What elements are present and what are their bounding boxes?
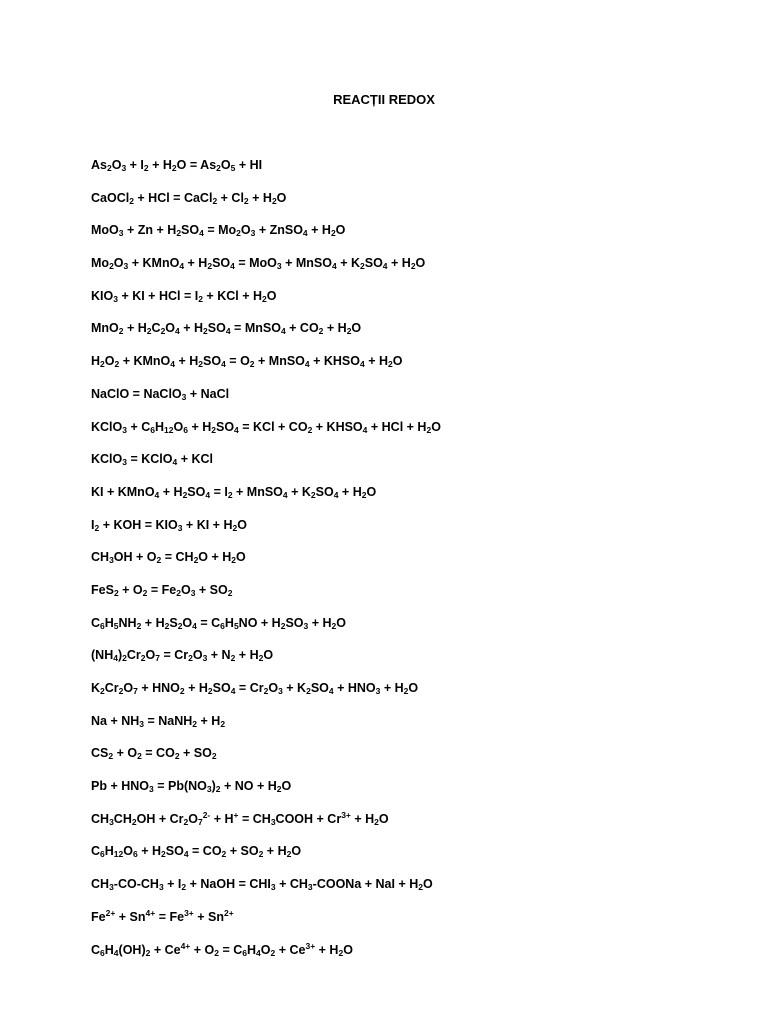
reaction-equation: $CH_3OH + O_2 = CH_2O + H_2O$ <box>91 550 246 566</box>
reaction-equation: $C_6H_5NH_2 + H_2S_2O_4 = C_6H_5NO + H_2SO_3 + H_2O$ <box>91 615 346 631</box>
document-title: REACȚII REDOX <box>333 92 435 107</box>
reaction-equation: $As_2O_3 + I_2 + H_2O = As_2O_5$ + HI <box>91 158 263 173</box>
reaction-equation: CaOCl$_2$ + HCl = CaCl$_2$ + $Cl_2 + H_2O$ <box>91 190 287 206</box>
reaction-equation: $MoO_3 + Zn + H_2SO_4 = Mo_2O_3$ + ZnSO$_4$ + $H_2O$ <box>91 223 346 239</box>
reaction-equation: $Pb + HNO_3 = Pb(NO_3)_2$ + NO + $H_2O$ <box>91 779 292 795</box>
reaction-equation: $Na + NH_3$ = NaNH$_2$ + $H_2$ <box>91 713 226 729</box>
reaction-equation: $H_2O_2$ + KMnO$_4$ + $H_2SO_4 = O_2$ + MnSO$_4$ + $KHSO_4 + H_2O$ <box>91 354 403 370</box>
reaction-equation: $CS_2 + O_2 = CO_2 + SO_2$ <box>91 746 217 762</box>
reaction-equation: $Fe^{2+} + Sn^{4+} = Fe^{3+} + Sn^{2+}$ <box>91 907 234 924</box>
reaction-list <box>91 157 751 974</box>
reaction-equation: $KIO_3$ + KI + HCl = $I_2$ + KCl + $H_2O$ <box>91 288 277 304</box>
reaction-equation: $CH_3-CO-CH_3 + I_2$ + NaOH = $CHI_3$ + $CH_3$-COONa + NaI + $H_2O$ <box>91 877 433 893</box>
reaction-equation: $K_2Cr_2O_7 + HNO_2 + H_2SO_4 = Cr_2O_3 + K_2SO_4 + HNO_3 + H_2O$ <box>91 681 419 696</box>
reaction-equation: $MnO_2 + H_2C_2O_4 + H_2SO_4$ = MnSO$_4$ + $CO_2 + H_2O$ <box>91 321 362 337</box>
reaction-equation: $C_6H_{12}O_6 + H_2SO_4 = CO_2 + SO_2 + H_2O$ <box>91 844 302 860</box>
reaction-equation: $(NH_4)_2Cr_2O_7 = Cr_2O_3 + N_2 + H_2O$ <box>91 648 274 664</box>
reaction-equation: $Mo_2O_3$ + KMnO$_4$ + $H_2SO_4 = MoO_3$ + MnSO$_4$ + $K_2SO_4 + H_2O$ <box>91 256 426 272</box>
reaction-equation: KI + KMnO$_4$ + $H_2SO_4 = I_2$ + MnSO$_4$ + $K_2SO_4 + H_2O$ <box>91 484 377 500</box>
reaction-equation: $CH_3CH_2OH + Cr_2O_7^{2-} + H^+$ = $CH_3COOH + Cr^{3+} + H_2O$ <box>91 809 389 827</box>
reaction-equation: NaClO = NaClO$_3$ + NaCl <box>91 386 230 402</box>
reaction-equation: KClO$_3$ + $C_6H_{12}O_6 + H_2SO_4$ = KCl + $CO_2$ + $KHSO_4$ + HCl + $H_2O$ <box>91 419 441 435</box>
reaction-equation: $C_6H_4(OH)_2 + Ce^{4+} + O_2 = C_6H_4O_2 + Ce^{3+} + H_2O$ <box>91 940 353 958</box>
reaction-equation: $I_2$ + KOH = $KIO_3$ + KI + $H_2O$ <box>91 517 247 533</box>
reaction-equation: $FeS_2 + O_2 = Fe_2O_3 + SO_2$ <box>91 582 233 598</box>
reaction-equation: KClO$_3$ = KClO$_4$ + KCl <box>91 452 213 468</box>
